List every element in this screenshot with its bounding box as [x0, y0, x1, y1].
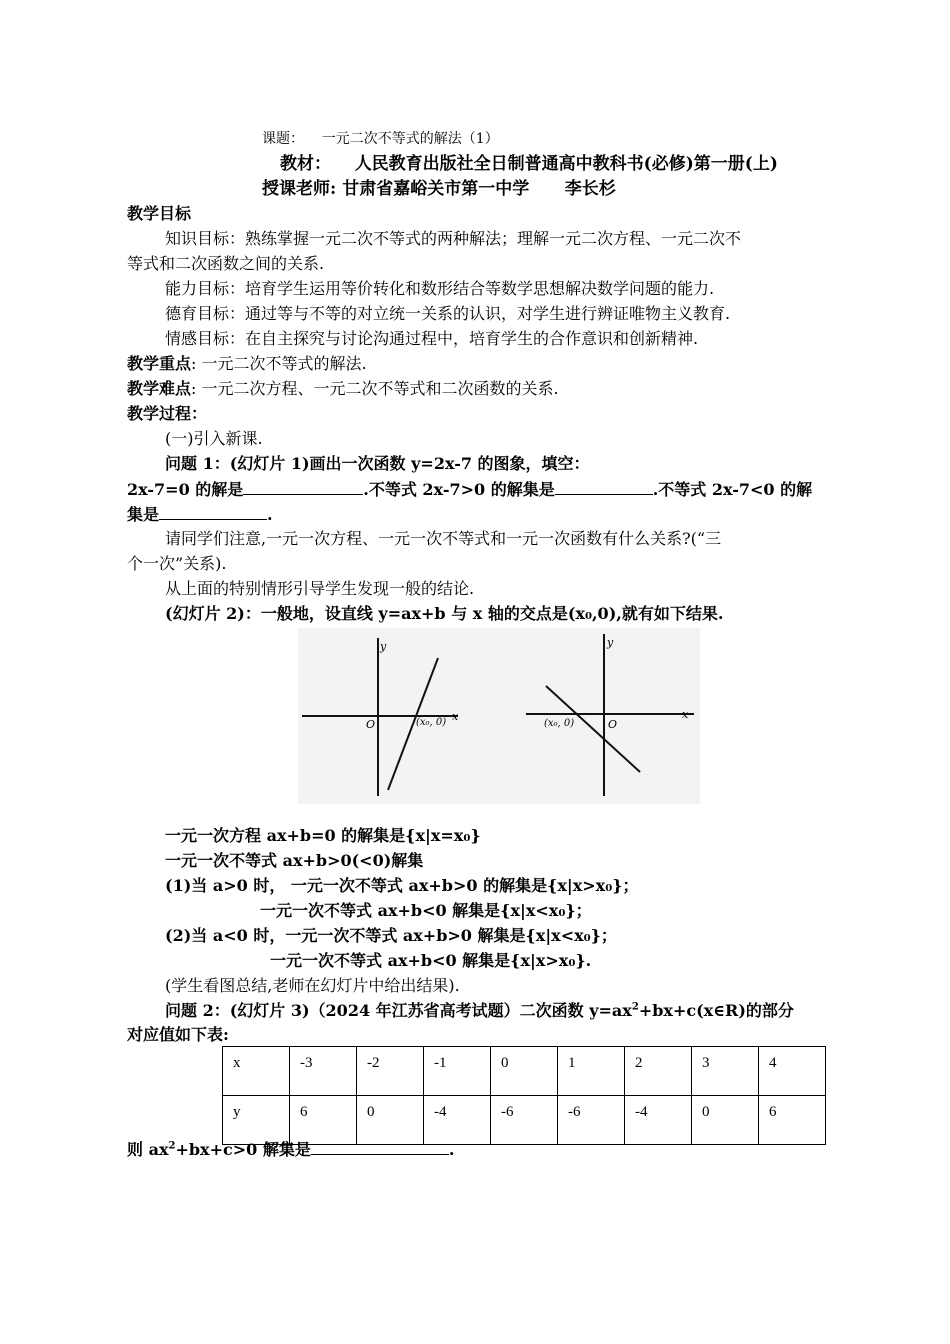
table-cell: -4 [625, 1096, 692, 1145]
q2-ask-b: +bx+c>0 解集是 [175, 1140, 311, 1159]
q2-exponent: 2 [631, 1001, 639, 1013]
intro-line: (一)引入新课. [165, 429, 263, 448]
question-1-fill-cont [127, 503, 273, 526]
origin-label: O [366, 718, 376, 731]
table-cell: 0 [692, 1096, 759, 1145]
note-line-1: 请同学们注意,一元一次方程、一元一次不等式和一元一次函数有什么关系?(“三 [165, 529, 722, 548]
ability-goal: 能力目标：培育学生运用等价转化和数形结合等数学思想解决数学问题的能力. [165, 279, 715, 298]
answer-blank[interactable] [555, 478, 653, 495]
q2-ask-end: . [448, 1140, 455, 1159]
result-case-2: (2)当 a<0 时，一元一次不等式 ax+b>0 解集是{x|x<x₀}； [165, 926, 617, 945]
table-cell: -3 [290, 1047, 357, 1096]
q2-ask-exponent: 2 [168, 1140, 176, 1152]
table-cell: y [223, 1096, 290, 1145]
result-case-2b: 一元一次不等式 ax+b<0 解集是{x|x>x₀}. [270, 951, 592, 970]
result-case-1: (1)当 a>0 时， 一元一次不等式 ax+b>0 的解集是{x|x>x₀}； [165, 876, 639, 895]
origin-label: O [608, 718, 618, 731]
topic-title: 一元二次不等式的解法（1） [321, 131, 499, 147]
process-heading: 教学过程： [127, 404, 208, 423]
question-2-ask [127, 1138, 454, 1161]
table-cell: -2 [357, 1047, 424, 1096]
table-row [223, 1047, 826, 1096]
value-table [222, 1046, 826, 1145]
result-case-1b: 一元一次不等式 ax+b<0 解集是{x|x<x₀}； [260, 901, 592, 920]
table-cell: 0 [357, 1096, 424, 1145]
q2-part-b: +bx+c(x∈R)的部分 [638, 1001, 794, 1020]
intercept-label: (x₀, 0) [416, 717, 447, 728]
topic-label: 课题： [262, 131, 304, 147]
answer-blank[interactable] [243, 478, 363, 495]
table-cell: 0 [491, 1047, 558, 1096]
intercept-label: (x₀, 0) [544, 718, 575, 729]
school-name: 甘肃省嘉峪关市第一中学 [342, 179, 530, 199]
textbook-name: 人民教育出版社全日制普通高中教科书(必修)第一册(上) [354, 154, 778, 174]
emotion-goal: 情感目标：在自主探究与讨论沟通过程中，培育学生的合作意识和创新精神. [165, 329, 699, 348]
q1-part-d: 集是 [127, 505, 160, 524]
key-point [127, 353, 367, 375]
teacher-name: 李长杉 [564, 179, 616, 199]
x-axis-label: x [452, 710, 459, 723]
slide-2-line: (幻灯片 2)：一般地，设直线 y=ax+b 与 x 轴的交点是(x₀,0),就有如下结果. [165, 604, 724, 623]
table-cell: -6 [558, 1096, 625, 1145]
difficulty-label: 教学难点 [127, 379, 192, 398]
note-line-2: 个一次”关系). [127, 554, 227, 573]
difficulty-text: : 一元二次方程、一元二次不等式和二次函数的关系. [191, 379, 559, 398]
question-2-cont: 对应值如下表: [127, 1025, 229, 1044]
y-axis-label: y [380, 640, 387, 653]
table-cell: 6 [759, 1096, 826, 1145]
q2-part-a: 问题 2：(幻灯片 3)（2024 年江苏省高考试题）二次函数 y=ax [165, 1001, 632, 1020]
q1-part-a: 2x-7=0 的解是 [127, 480, 244, 499]
teacher-line [262, 178, 616, 200]
table-cell: x [223, 1047, 290, 1096]
question-1: 问题 1：(幻灯片 1)画出一次函数 y=2x-7 的图象，填空： [165, 454, 590, 473]
question-1-fill [127, 478, 812, 501]
y-axis-label: y [607, 636, 614, 649]
x-axis-label: x [682, 708, 689, 721]
difficulty [127, 378, 559, 400]
table-cell: -1 [424, 1047, 491, 1096]
key-point-text: : 一元二次不等式的解法. [191, 354, 367, 373]
table-cell: 2 [625, 1047, 692, 1096]
table-cell: -6 [491, 1096, 558, 1145]
table-cell: 6 [290, 1096, 357, 1145]
q1-part-b: .不等式 2x-7>0 的解集是 [363, 480, 555, 499]
result-inequality: 一元一次不等式 ax+b>0(<0)解集 [165, 851, 424, 870]
guide-line: 从上面的特别情形引导学生发现一般的结论. [165, 579, 475, 598]
table-cell: 4 [759, 1047, 826, 1096]
q2-ask-a: 则 ax [127, 1140, 169, 1159]
q1-part-c: .不等式 2x-7<0 的解 [652, 480, 813, 499]
goals-heading: 教学目标 [127, 204, 192, 223]
key-point-label: 教学重点 [127, 354, 192, 373]
teacher-label: 授课老师: [262, 179, 337, 199]
table-cell: 1 [558, 1047, 625, 1096]
textbook-line [280, 153, 778, 175]
summary-note: (学生看图总结,老师在幻灯片中给出结果). [165, 976, 460, 995]
result-equation: 一元一次方程 ax+b=0 的解集是{x|x=x₀} [165, 826, 481, 845]
knowledge-goal-cont: 等式和二次函数之间的关系. [127, 254, 325, 273]
moral-goal: 德育目标：通过等与不等的对立统一关系的认识，对学生进行辨证唯物主义教育. [165, 304, 731, 323]
answer-blank[interactable] [311, 1138, 449, 1155]
q1-end: . [267, 505, 273, 524]
linear-function-graphs [298, 628, 700, 804]
textbook-label: 教材： [280, 154, 331, 174]
topic-line [262, 128, 499, 150]
answer-blank[interactable] [159, 503, 267, 520]
question-2 [165, 1000, 794, 1022]
knowledge-goal: 知识目标：熟练掌握一元二次不等式的两种解法；理解一元二次方程、一元二次不 [165, 229, 742, 248]
table-cell: 3 [692, 1047, 759, 1096]
table-cell: -4 [424, 1096, 491, 1145]
